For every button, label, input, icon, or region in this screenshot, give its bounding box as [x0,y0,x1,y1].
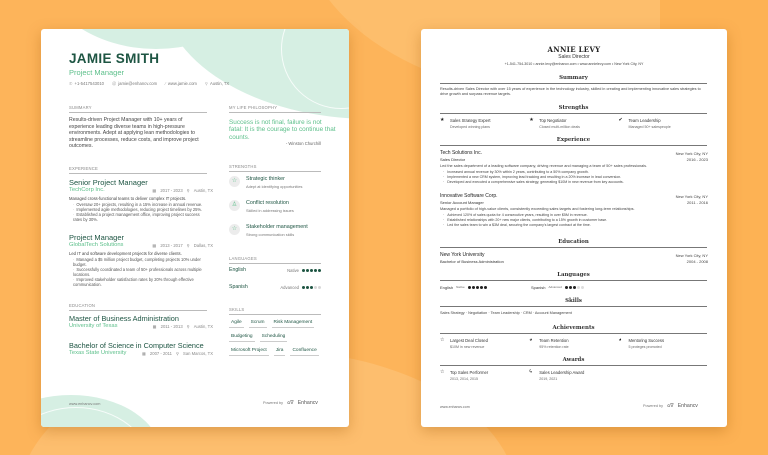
enhancv-logo-icon: ᴑ∇ [667,403,674,409]
job-dates: 2011 - 2016 [686,200,708,205]
section-heading-summary: SUMMARY [69,105,207,113]
edu-degree: Bachelor of Science in Computer Science [69,341,204,350]
section-heading-education: Education [440,239,707,248]
skill-tag: Jira [274,347,286,356]
calendar-icon: ▦ [152,243,157,248]
proficiency-dots [565,286,584,289]
job-description: Led the sales department of a leading software company, driving revenue and managing a team of 50+ sales professionals. [440,164,648,168]
strength-item: ★ Sales Strategy Expert Developed winning plans [440,117,491,129]
edu-school: University of Texas [69,323,118,329]
job-bullet: · Implemented agile methodologies, reducing project timelines by 25%. [73,207,209,212]
calendar-icon: ▦ [152,324,157,329]
job-bullet: · Increased annual revenue by 30% within 2 years, contributing to a 50% company growth. [443,170,705,175]
section-heading-skills: Skills [440,298,707,307]
job-bullet: · Achieved 120% of sales quota for 4 consecutive years, resulting in over $5M in revenue. [443,213,705,218]
job-bullet: · Established a project management office, improving project success rates by 30%. [73,212,209,222]
phone-icon: ✆ [69,81,73,86]
section-heading-languages: LANGUAGES [229,256,321,264]
awards-list [440,370,708,381]
skill-tag: Scrum [249,319,267,328]
handshake-icon: ♙ [229,200,240,211]
edu-meta: ▦ 2007 - 2011 ⚲ San Marcos, TX [141,351,213,356]
job-role: Sales Director [440,157,466,162]
edu-degree: Bachelor of Business Administration [440,259,504,264]
contact-email: @ jamie@enhancv.com [111,81,158,86]
job-bullet: · Oversaw 20+ projects, resulting in a 15% increase in annual revenue. [73,202,209,207]
star-outline-icon: ☆ [440,369,445,375]
location-icon: ⚲ [204,81,208,86]
achievements-list [440,338,708,349]
section-heading-skills: SKILLS [229,307,321,315]
award-item: ☆ Top Sales Performer 2013, 2014, 2015 [440,369,489,381]
job-location: New York City, NY [675,151,708,156]
summary-text: Results-driven Sales Director with over 15 years of experience in the technology industry, skilled in creating and implementing innovative sales strategies to drive growth and surpass revenue targets. [440,87,701,96]
calendar-icon: ▦ [152,188,157,193]
edu-location: New York City, NY [675,253,708,258]
strength-item: ☆ Strategic thinker Adept at identifying opportunities [229,176,302,189]
footer-website: www.enhancv.com [69,402,101,406]
language-item: Spanish Advanced [229,284,321,290]
star-icon: ★ [440,117,445,123]
job-bullet: · Successfully coordinated a team of 50+ professionals across multiple locations. [73,267,209,277]
check-icon: ✔ [618,117,623,123]
job-company: Tech Solutions Inc. [440,150,482,156]
job-title: Senior Project Manager [69,178,148,187]
skill-tag: Budgeting [229,333,255,342]
job-company: GlobalTech Solutions [69,242,124,248]
achievement-item: ☆ Largest Deal Closed $10M in new revenue [440,337,488,349]
job-meta: ▦ 2017 - 2023 ⚲ Austin, TX [152,188,213,193]
job-dates: 2016 - 2023 [686,157,708,162]
quote-author: - Winston Churchill [285,141,321,146]
skills-text: Sales Strategy · Negotiation · Team Leadership · CRM · Account Management [440,311,572,315]
proficiency-dots [302,286,321,289]
strength-item: ☆ Stakeholder management Strong communication skills [229,224,308,237]
strengths-list [440,118,708,129]
job-location: New York City, NY [675,194,708,199]
job-bullet: · Led the sales team to win a $3M deal, securing the company's largest contract at the time. [443,223,705,228]
section-heading-languages: Languages [440,272,707,281]
job-company: Innovative Software Corp. [440,193,498,199]
skill-tag: Microsoft Project [229,347,269,356]
job-meta: ▦ 2013 - 2017 ⚲ Dallas, TX [152,243,213,248]
location-icon: ⚲ [186,243,190,248]
star-icon: ☆ [229,224,240,235]
section-heading-experience: Experience [440,137,707,146]
contact-phone: ✆ +1-5417543010 [69,81,104,86]
candidate-name: JAMIE SMITH [69,51,160,66]
skill-tag: Confluence [290,347,318,356]
resume-annie-levy [421,29,727,427]
job-bullet: · Established relationships with 20+ new major clients, contributing to a 15% growth in customer base. [443,218,705,223]
powered-by: Powered by ᴑ∇ Enhancv [643,403,698,409]
enhancv-logo-icon: ᴑ∇ [287,400,294,406]
contact-location: ⚲ Austin, TX [204,81,230,86]
edu-degree: Master of Business Administration [69,314,179,323]
edu-dates: 2004 - 2008 [686,259,708,264]
contact-bar: +1-541-754-3010 • annie.levy@enhancv.com • www.annielevy.com • New York City, NY [504,62,644,66]
section-heading-strengths: STRENGTHS [229,164,321,172]
language-item: Spanish Advanced [531,285,584,290]
award-item: ϟ Sales Leadership Award 2019, 2021 [529,369,585,381]
job-bullet: · Managed a $5 million project budget, completing projects 10% under budget. [73,257,209,267]
job-title: Project Manager [69,233,125,242]
edu-meta: ▦ 2011 - 2013 ⚲ Austin, TX [152,324,213,329]
section-heading-summary: Summary [440,75,707,84]
email-icon: @ [111,81,117,86]
philosophy-quote: Success is not final, failure is not fatal: It is the courage to continue that counts. [229,119,336,141]
job-bullets [443,213,705,228]
candidate-name: ANNIE LEVY [547,45,601,54]
section-heading-education: EDUCATION [69,303,207,311]
strength-item: ★ Top Negotiator Closed multi-million deals [529,117,580,129]
link-icon: ⁄ [165,81,166,86]
brain-icon: ◕ [618,337,622,343]
job-bullets [73,257,209,287]
section-heading-philosophy: MY LIFE PHILOSOPHY [229,105,321,113]
job-bullet: · Implemented a new CRM system, improving lead tracking and resulting in a 20% increase in lead conversion. [443,175,705,180]
edu-school: New York University [440,252,485,258]
job-company: TechCorp Inc. [69,187,105,193]
job-description: Led IT and software development projects for diverse clients. [69,251,182,256]
edu-school: Texas State University [69,350,127,356]
section-heading-experience: EXPERIENCE [69,166,207,174]
lightning-icon: ϟ [529,369,532,375]
candidate-title: Sales Director [558,54,590,60]
job-bullets [443,170,705,185]
proficiency-dots [302,269,321,272]
language-item: English Native [440,285,487,290]
skill-tag: Risk Management [272,319,315,328]
summary-text: Results-driven Project Manager with 10+ years of experience leading diverse teams in high-pressure environments. Adept at applying lean methodologies to streamline processes, reduce costs, and improve project outcomes. [69,117,199,150]
section-heading-achievements: Achievements [440,325,707,334]
brain-icon: ◕ [529,337,533,343]
proficiency-dots [468,286,487,289]
job-role: Senior Account Manager [440,200,484,205]
strength-item: ✔ Team Leadership Managed 50+ salespeople [618,117,671,129]
contact-bar [69,81,229,86]
job-bullets [73,202,209,222]
star-outline-icon: ☆ [440,337,445,343]
footer-website: www.enhancv.com [440,405,470,409]
skill-tag: Agile [229,319,244,328]
job-description: Managed cross-functional teams to deliver complex IT projects. [69,196,187,201]
job-bullet: · Developed and executed a comprehensive sales strategy, generating $10M in new revenue from key accounts. [443,180,705,185]
section-heading-awards: Awards [440,357,707,366]
star-icon: ★ [529,117,534,123]
location-icon: ⚲ [175,351,180,356]
skills-list [229,319,329,356]
job-bullet: · Improved stakeholder satisfaction rates by 20% through effective communication. [73,277,209,287]
star-icon: ☆ [229,176,240,187]
candidate-title: Project Manager [69,68,125,77]
calendar-icon: ▦ [141,351,146,356]
achievement-item: ◕ Mentoring Success 5 proteges promoted [618,337,665,349]
language-item: English Native [229,267,321,273]
strength-item: ♙ Conflict resolution Skilled in addressing issues [229,200,294,213]
job-description: Managed a portfolio of high-value clients, consistently exceeding sales targets and fostering long-term relationships. [440,207,635,211]
location-icon: ⚲ [186,324,190,329]
contact-website: ⁄ www.jamie.com [165,81,197,86]
location-icon: ⚲ [186,188,190,193]
section-heading-strengths: Strengths [440,105,707,114]
resume-jamie-smith [41,29,349,427]
powered-by: Powered by ᴑ∇ Enhancv [263,400,318,406]
skill-tag: Scheduling [260,333,288,342]
achievement-item: ◕ Team Retention 95% retention rate [529,337,569,349]
